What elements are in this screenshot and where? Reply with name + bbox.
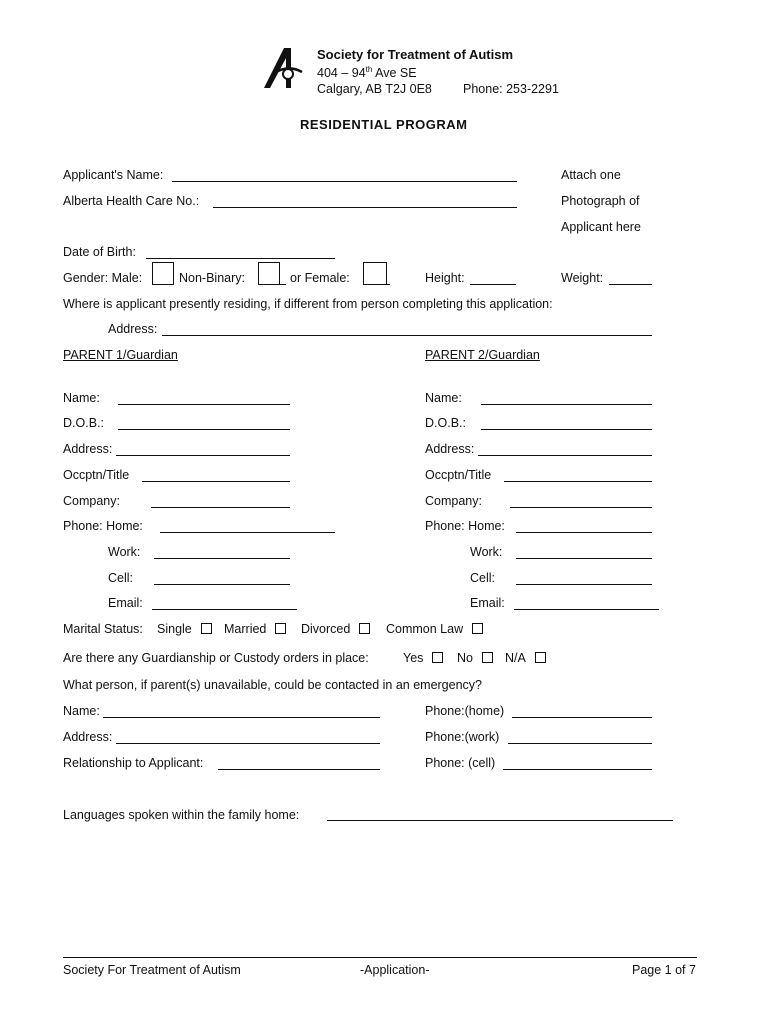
languages-field[interactable]: [327, 820, 673, 821]
parent2-phone-home-label: Phone: Home:: [425, 519, 505, 533]
marital-common-law-checkbox[interactable]: [472, 623, 483, 634]
gender-male-label: Gender: Male:: [63, 271, 143, 285]
org-city: Calgary, AB T2J 0E8: [317, 82, 432, 96]
org-phone: Phone: 253-2291: [463, 82, 559, 96]
residing-address-field[interactable]: [162, 335, 652, 336]
height-field[interactable]: [470, 284, 516, 285]
parent2-occupation-label: Occptn/Title: [425, 468, 492, 482]
gender-nonbinary-underline: [278, 284, 286, 285]
gender-nonbinary-checkbox[interactable]: [258, 262, 280, 285]
parent2-email-field[interactable]: [514, 609, 659, 610]
marital-common-law-label: Common Law: [386, 622, 464, 636]
org-address-suffix: Ave SE: [372, 66, 417, 81]
parent1-phone-home-label: Phone: Home:: [63, 519, 143, 533]
parent1-heading: PARENT 1/Guardian: [63, 348, 178, 362]
emergency-phone-home-field[interactable]: [512, 717, 652, 718]
emergency-phone-home-label: Phone:(home): [425, 704, 505, 718]
gender-female-checkbox[interactable]: [363, 262, 387, 285]
custody-no-checkbox[interactable]: [482, 652, 493, 663]
parent1-cell-label: Cell:: [108, 571, 134, 585]
parent1-name-label: Name:: [63, 391, 100, 405]
emergency-relationship-label: Relationship to Applicant:: [63, 756, 204, 770]
gender-female-label: or Female:: [290, 271, 350, 285]
emergency-relationship-field[interactable]: [218, 769, 380, 770]
marital-common-law-option[interactable]: [386, 622, 487, 636]
emergency-address-label: Address:: [63, 730, 113, 744]
applicant-name-label: Applicant's Name:: [63, 168, 164, 182]
photo-instruction-1: Attach one: [561, 168, 621, 182]
height-label: Height:: [425, 271, 465, 285]
parent1-dob-field[interactable]: [118, 429, 290, 430]
languages-label: Languages spoken within the family home:: [63, 808, 300, 822]
photo-instruction-3: Applicant here: [561, 220, 641, 234]
parent1-work-field[interactable]: [154, 558, 290, 559]
custody-yes-label: Yes: [403, 651, 424, 665]
society-logo-icon: [258, 44, 306, 90]
gender-male-checkbox[interactable]: [152, 262, 174, 285]
emergency-address-field[interactable]: [116, 743, 380, 744]
weight-label: Weight:: [561, 271, 604, 285]
residing-question: Where is applicant presently residing, if different from person completing this application:: [63, 297, 553, 311]
parent2-company-field[interactable]: [510, 507, 652, 508]
org-address-prefix: 404 – 94: [317, 66, 366, 81]
marital-divorced-checkbox[interactable]: [359, 623, 370, 634]
residing-address-label: Address:: [108, 322, 158, 336]
parent2-company-label: Company:: [425, 494, 482, 508]
parent1-address-field[interactable]: [116, 455, 290, 456]
custody-na-label: N/A: [505, 651, 526, 665]
marital-single-label: Single: [157, 622, 192, 636]
form-title: RESIDENTIAL PROGRAM: [300, 117, 468, 132]
parent1-address-label: Address:: [63, 442, 113, 456]
parent2-work-label: Work:: [470, 545, 503, 559]
emergency-phone-cell-field[interactable]: [503, 769, 652, 770]
footer-left: Society For Treatment of Autism: [63, 963, 241, 977]
marital-single-option[interactable]: [157, 622, 216, 636]
emergency-name-field[interactable]: [103, 717, 380, 718]
marital-married-label: Married: [224, 622, 267, 636]
parent2-heading: PARENT 2/Guardian: [425, 348, 540, 362]
health-care-field[interactable]: [213, 207, 517, 208]
applicant-name-field[interactable]: [172, 181, 517, 182]
parent1-email-label: Email:: [108, 596, 143, 610]
custody-yes-option[interactable]: [403, 651, 447, 665]
parent2-email-label: Email:: [470, 596, 505, 610]
org-name: Society for Treatment of Autism: [317, 47, 513, 62]
parent2-address-field[interactable]: [478, 455, 652, 456]
parent1-dob-label: D.O.B.:: [63, 416, 104, 430]
custody-na-option[interactable]: [505, 651, 550, 665]
photo-instruction-2: Photograph of: [561, 194, 640, 208]
marital-single-checkbox[interactable]: [201, 623, 212, 634]
parent1-cell-field[interactable]: [154, 584, 290, 585]
health-care-label: Alberta Health Care No.:: [63, 194, 200, 208]
dob-label: Date of Birth:: [63, 245, 136, 259]
parent1-email-field[interactable]: [152, 609, 297, 610]
emergency-question: What person, if parent(s) unavailable, could be contacted in an emergency?: [63, 678, 482, 692]
parent2-address-label: Address:: [425, 442, 475, 456]
footer-center: -Application-: [360, 963, 430, 977]
org-address-sup: th: [365, 65, 373, 74]
footer-page-number: Page 1 of 7: [632, 963, 696, 977]
marital-married-checkbox[interactable]: [275, 623, 286, 634]
weight-field[interactable]: [609, 284, 652, 285]
emergency-phone-work-field[interactable]: [508, 743, 652, 744]
custody-no-label: No: [457, 651, 473, 665]
parent2-occupation-field[interactable]: [504, 481, 652, 482]
parent2-cell-label: Cell:: [470, 571, 496, 585]
parent1-work-label: Work:: [108, 545, 141, 559]
custody-no-option[interactable]: [457, 651, 497, 665]
emergency-phone-cell-label: Phone: (cell): [425, 756, 496, 770]
parent2-dob-label: D.O.B.:: [425, 416, 466, 430]
parent1-name-field[interactable]: [118, 404, 290, 405]
parent1-phone-home-field[interactable]: [160, 532, 335, 533]
custody-na-checkbox[interactable]: [535, 652, 546, 663]
marital-divorced-option[interactable]: [301, 622, 374, 636]
parent2-dob-field[interactable]: [481, 429, 652, 430]
dob-field[interactable]: [146, 258, 335, 259]
parent2-cell-field[interactable]: [516, 584, 652, 585]
marital-divorced-label: Divorced: [301, 622, 351, 636]
emergency-name-label: Name:: [63, 704, 100, 718]
parent1-company-label: Company:: [63, 494, 120, 508]
custody-question: Are there any Guardianship or Custody orders in place:: [63, 651, 369, 665]
footer-divider: [63, 957, 697, 958]
parent1-company-field[interactable]: [151, 507, 290, 508]
parent2-phone-home-field[interactable]: [516, 532, 652, 533]
gender-nonbinary-label: Non-Binary:: [179, 271, 245, 285]
parent1-occupation-label: Occptn/Title: [63, 468, 130, 482]
parent1-occupation-field[interactable]: [142, 481, 290, 482]
emergency-phone-work-label: Phone:(work): [425, 730, 500, 744]
parent2-work-field[interactable]: [516, 558, 652, 559]
gender-female-underline: [385, 284, 390, 285]
parent2-name-label: Name:: [425, 391, 462, 405]
parent2-name-field[interactable]: [481, 404, 652, 405]
marital-married-option[interactable]: [224, 622, 290, 636]
custody-yes-checkbox[interactable]: [432, 652, 443, 663]
marital-status-label: Marital Status:: [63, 622, 143, 636]
org-address: [317, 65, 417, 80]
